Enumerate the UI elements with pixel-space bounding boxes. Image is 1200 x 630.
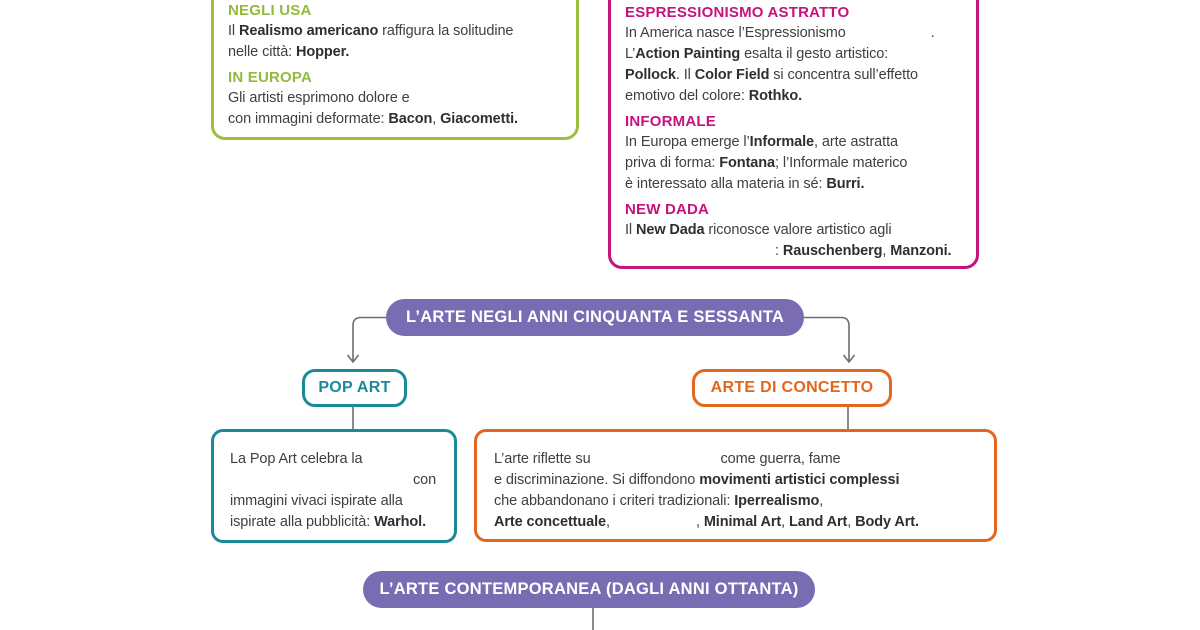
text-line: e discriminazione. Si diffondono movimenti artistici complessi	[494, 472, 900, 488]
banner-label: L’ARTE NEGLI ANNI CINQUANTA E SESSANTA	[405, 308, 784, 326]
banner-arte-contemporanea	[363, 571, 815, 608]
text-line: Pollock. Il Color Field si concentra sull’effetto	[625, 67, 919, 83]
text-line: La Pop Art celebra la	[230, 451, 363, 467]
section-body	[228, 21, 562, 63]
node-arte-di-concetto	[692, 369, 892, 407]
section-informale	[625, 111, 962, 195]
text-line: : Rauschenberg, Manzoni.	[625, 241, 962, 262]
panel-dopoguerra-usa-europa	[211, 0, 579, 140]
text-line: ispirate alla pubblicità: Warhol.	[230, 514, 427, 530]
connector-banner-to-concetto	[804, 318, 849, 362]
blank-gap	[610, 525, 696, 526]
panel-espressionismo-astratto	[608, 0, 979, 269]
text-line: L’Action Painting esalta il gesto artistico:	[625, 46, 889, 62]
section-heading: ESPRESSIONISMO ASTRATTO	[625, 4, 850, 21]
blank-gap	[625, 254, 775, 255]
section-in-europa	[228, 67, 562, 130]
section-heading: NEGLI USA	[228, 2, 312, 19]
panel-pop-art-description	[211, 429, 457, 543]
text-line: emotivo del colore: Rothko.	[625, 88, 802, 104]
blank-gap	[846, 36, 931, 37]
text-line: è interessato alla materia in sé: Burri.	[625, 176, 865, 192]
text-line: Arte concettuale, , Minimal Art, Land Art, Body Art.	[494, 514, 919, 530]
text-line: Gli artisti esprimono dolore e	[228, 90, 410, 106]
text-line: immagini vivaci ispirate alla	[230, 493, 403, 509]
section-heading: IN EUROPA	[228, 69, 313, 86]
section-new-dada	[625, 199, 962, 262]
section-body	[228, 88, 562, 130]
banner-label: L’ARTE CONTEMPORANEA (DAGLI ANNI OTTANTA)	[379, 580, 799, 598]
panel-body	[494, 449, 984, 533]
section-espressionismo-astratto	[625, 2, 962, 107]
text-line: con	[230, 470, 446, 491]
banner-anni-cinquanta-sessanta	[386, 299, 804, 336]
node-label: POP ART	[318, 379, 391, 396]
panel-arte-di-concetto-description	[474, 429, 997, 542]
section-body	[625, 23, 962, 107]
text-line: priva di forma: Fontana; l’Informale materico	[625, 155, 908, 171]
section-body	[625, 132, 962, 195]
text-line: L’arte riflette su come guerra, fame	[494, 451, 841, 467]
connector-banner-to-popart	[353, 318, 386, 362]
text-line: nelle città: Hopper.	[228, 44, 350, 60]
section-negli-usa	[228, 0, 562, 63]
blank-gap	[591, 462, 721, 463]
text-line: con immagini deformate: Bacon, Giacometti.	[228, 111, 518, 127]
node-label: ARTE DI CONCETTO	[710, 379, 874, 396]
panel-body	[230, 449, 446, 533]
text-line: In Europa emerge l’Informale, arte astratta	[625, 134, 898, 150]
section-body	[625, 220, 962, 262]
section-heading: NEW DADA	[625, 201, 710, 218]
text-line: Il New Dada riconosce valore artistico agli	[625, 222, 892, 238]
section-heading: INFORMALE	[625, 113, 716, 130]
text-line: Il Realismo americano raffigura la solitudine	[228, 23, 514, 39]
blank-gap	[230, 483, 413, 484]
text-line: In America nasce l’Espressionismo .	[625, 25, 935, 41]
text-line: che abbandonano i criteri tradizionali: Iperrealismo,	[494, 493, 824, 509]
node-pop-art	[302, 369, 407, 407]
